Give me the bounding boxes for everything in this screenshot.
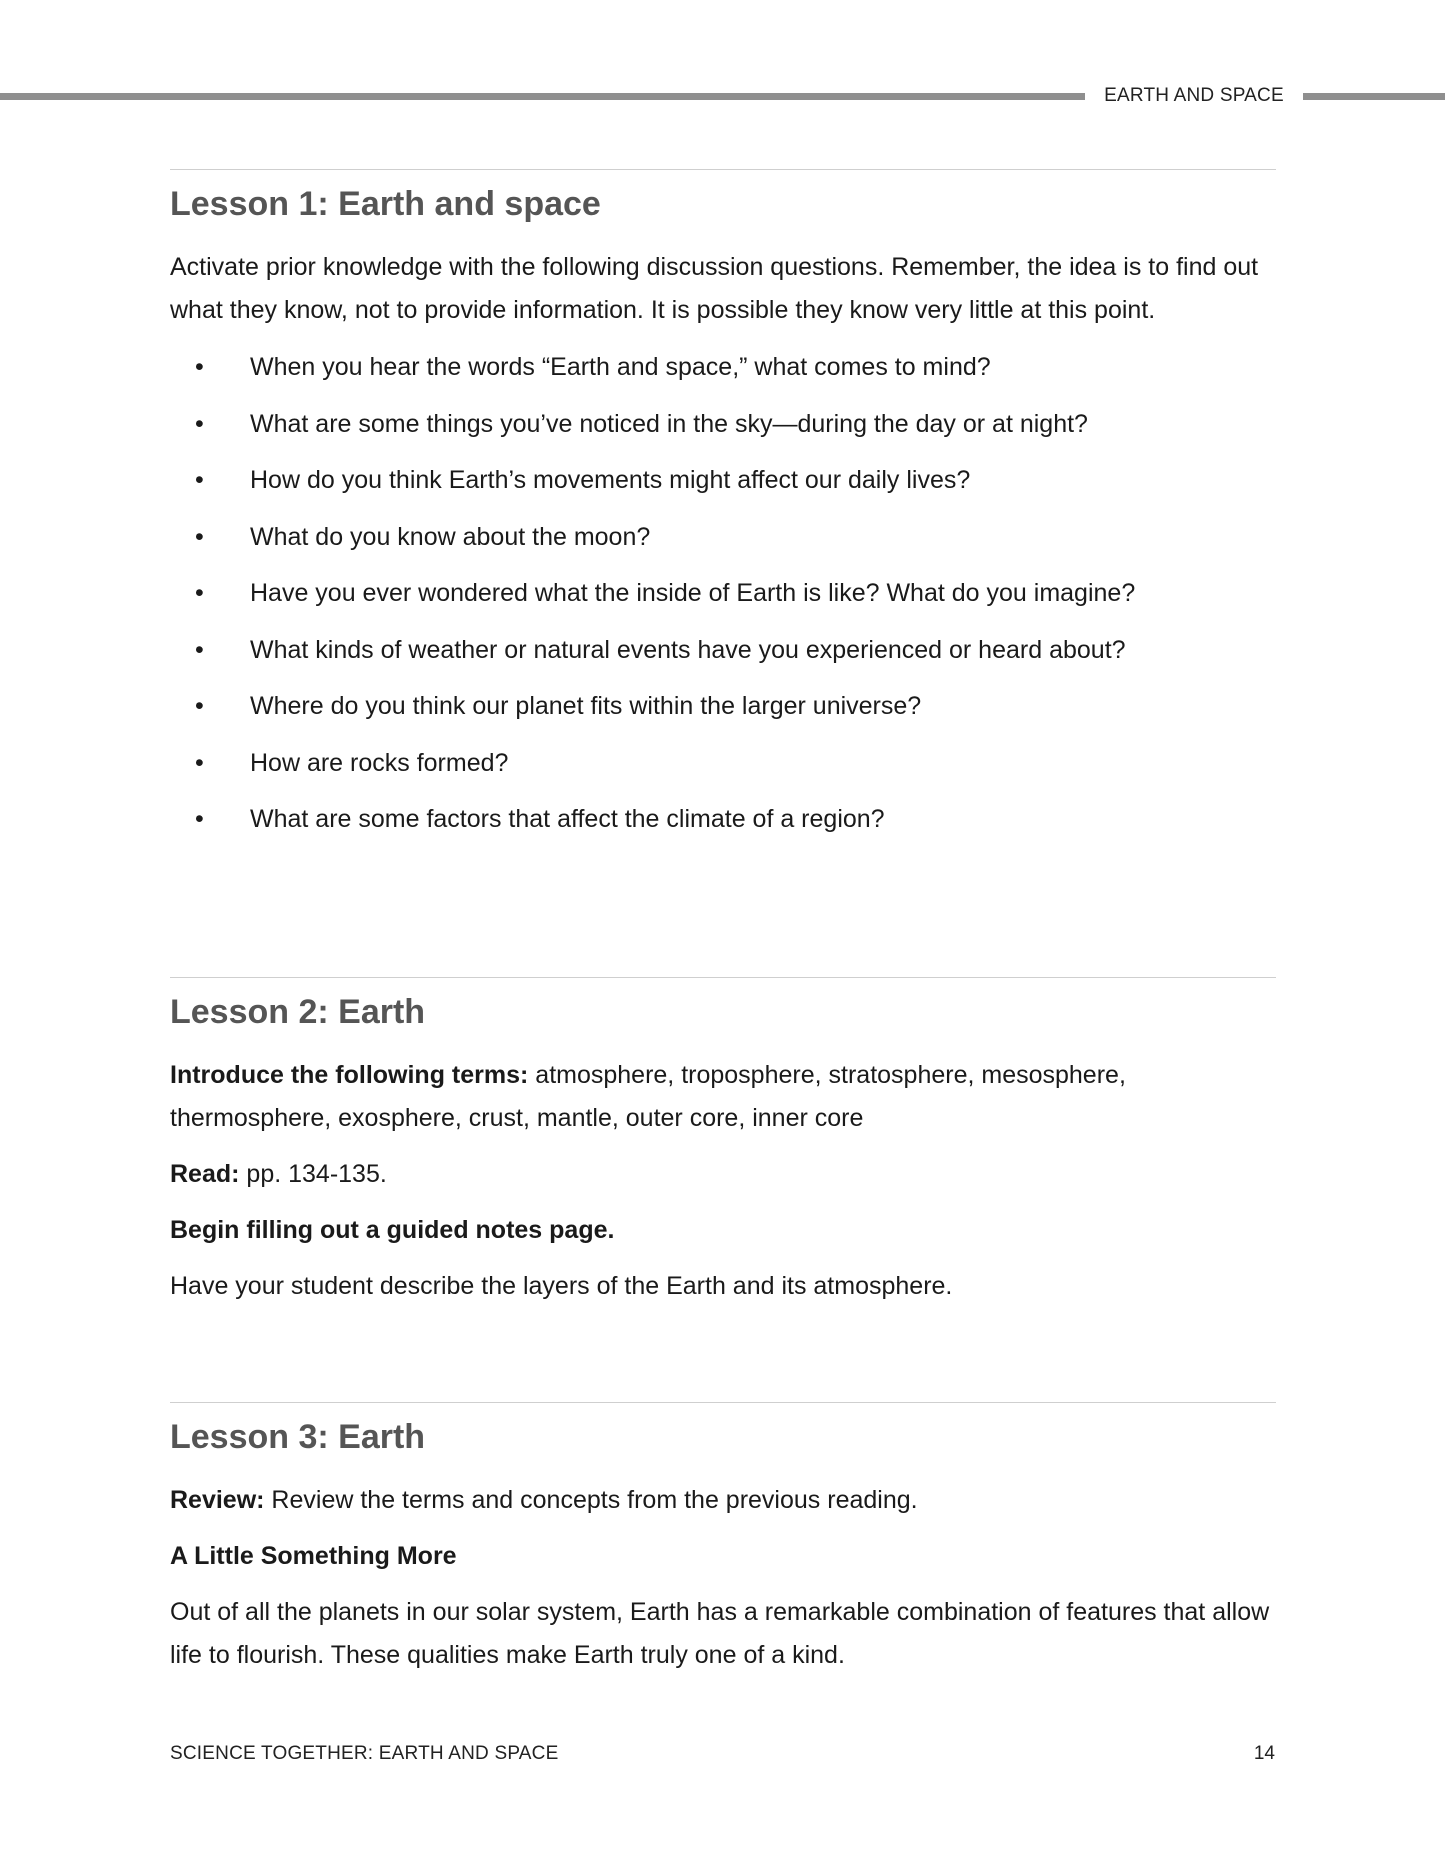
- describe-paragraph: Have your student describe the layers of the Earth and its atmosphere.: [170, 1272, 953, 1300]
- header-rule-left: [0, 93, 1085, 100]
- bullet-icon: •: [195, 692, 204, 720]
- page-number: 14: [1253, 1743, 1275, 1764]
- more-heading: A Little Something More: [170, 1542, 457, 1570]
- list-item: • Have you ever wondered what the inside of Earth is like? What do you imagine?: [170, 572, 1276, 615]
- more-paragraph: Out of all the planets in our solar system, Earth has a remarkable combination of features that allow life to flourish. These qualities make Earth truly one of a kind.: [170, 1598, 1270, 1669]
- list-item: • What do you know about the moon?: [170, 516, 1276, 559]
- bullet-icon: •: [195, 635, 204, 664]
- review-text: Review the terms and concepts from the previous reading.: [264, 1486, 918, 1514]
- header-rule-right: [1303, 93, 1445, 100]
- section-divider: [170, 1402, 1276, 1403]
- lesson-2-section: [170, 977, 1276, 1308]
- terms-paragraph: [170, 1054, 1276, 1140]
- bullet-icon: •: [195, 522, 204, 551]
- lesson-1-intro: Activate prior knowledge with the following discussion questions. Remember, the idea is to find out what they know, not to provide information. It is possible they know very little at this point.: [170, 253, 1259, 324]
- lesson-2-title: Lesson 2: Earth: [170, 993, 426, 1031]
- list-item: • How do you think Earth’s movements might affect our daily lives?: [170, 459, 1276, 502]
- guided-notes-paragraph: [170, 1209, 1276, 1252]
- lesson-1-section: [170, 169, 1276, 855]
- bullet-icon: •: [195, 353, 204, 381]
- footer-book-title: SCIENCE TOGETHER: EARTH AND SPACE: [170, 1743, 559, 1764]
- bullet-icon: •: [195, 748, 204, 777]
- lesson-1-title: Lesson 1: Earth and space: [170, 185, 601, 223]
- running-header: EARTH AND SPACE: [1104, 85, 1284, 106]
- terms-list: atmosphere, troposphere, stratosphere, mesosphere, thermosphere, exosphere, crust, mantle, outer core, inner core: [170, 1061, 1126, 1132]
- bullet-icon: •: [195, 466, 204, 494]
- read-paragraph: [170, 1153, 1276, 1196]
- bullet-icon: •: [195, 409, 204, 438]
- discussion-questions: [170, 346, 1276, 841]
- review-paragraph: [170, 1479, 1276, 1522]
- more-heading-paragraph: [170, 1535, 1276, 1578]
- review-label: Review:: [170, 1486, 265, 1514]
- list-item: • What are some things you’ve noticed in the sky—during the day or at night?: [170, 403, 1276, 446]
- read-pages: pp. 134-135.: [239, 1160, 387, 1188]
- bullet-icon: •: [195, 805, 204, 833]
- read-label: Read:: [170, 1160, 240, 1188]
- list-item: • What are some factors that affect the climate of a region?: [170, 798, 1276, 841]
- lesson-3-section: [170, 1402, 1276, 1677]
- section-divider: [170, 169, 1276, 170]
- terms-label: Introduce the following terms:: [170, 1061, 529, 1089]
- bullet-icon: •: [195, 579, 204, 607]
- list-item: • Where do you think our planet fits within the larger universe?: [170, 685, 1276, 728]
- guided-notes-label: Begin filling out a guided notes page.: [170, 1216, 615, 1244]
- lesson-3-title: Lesson 3: Earth: [170, 1418, 426, 1456]
- list-item: • How are rocks formed?: [170, 742, 1276, 785]
- section-divider: [170, 977, 1276, 978]
- list-item: • When you hear the words “Earth and space,” what comes to mind?: [170, 346, 1276, 389]
- list-item: • What kinds of weather or natural events have you experienced or heard about?: [170, 629, 1276, 672]
